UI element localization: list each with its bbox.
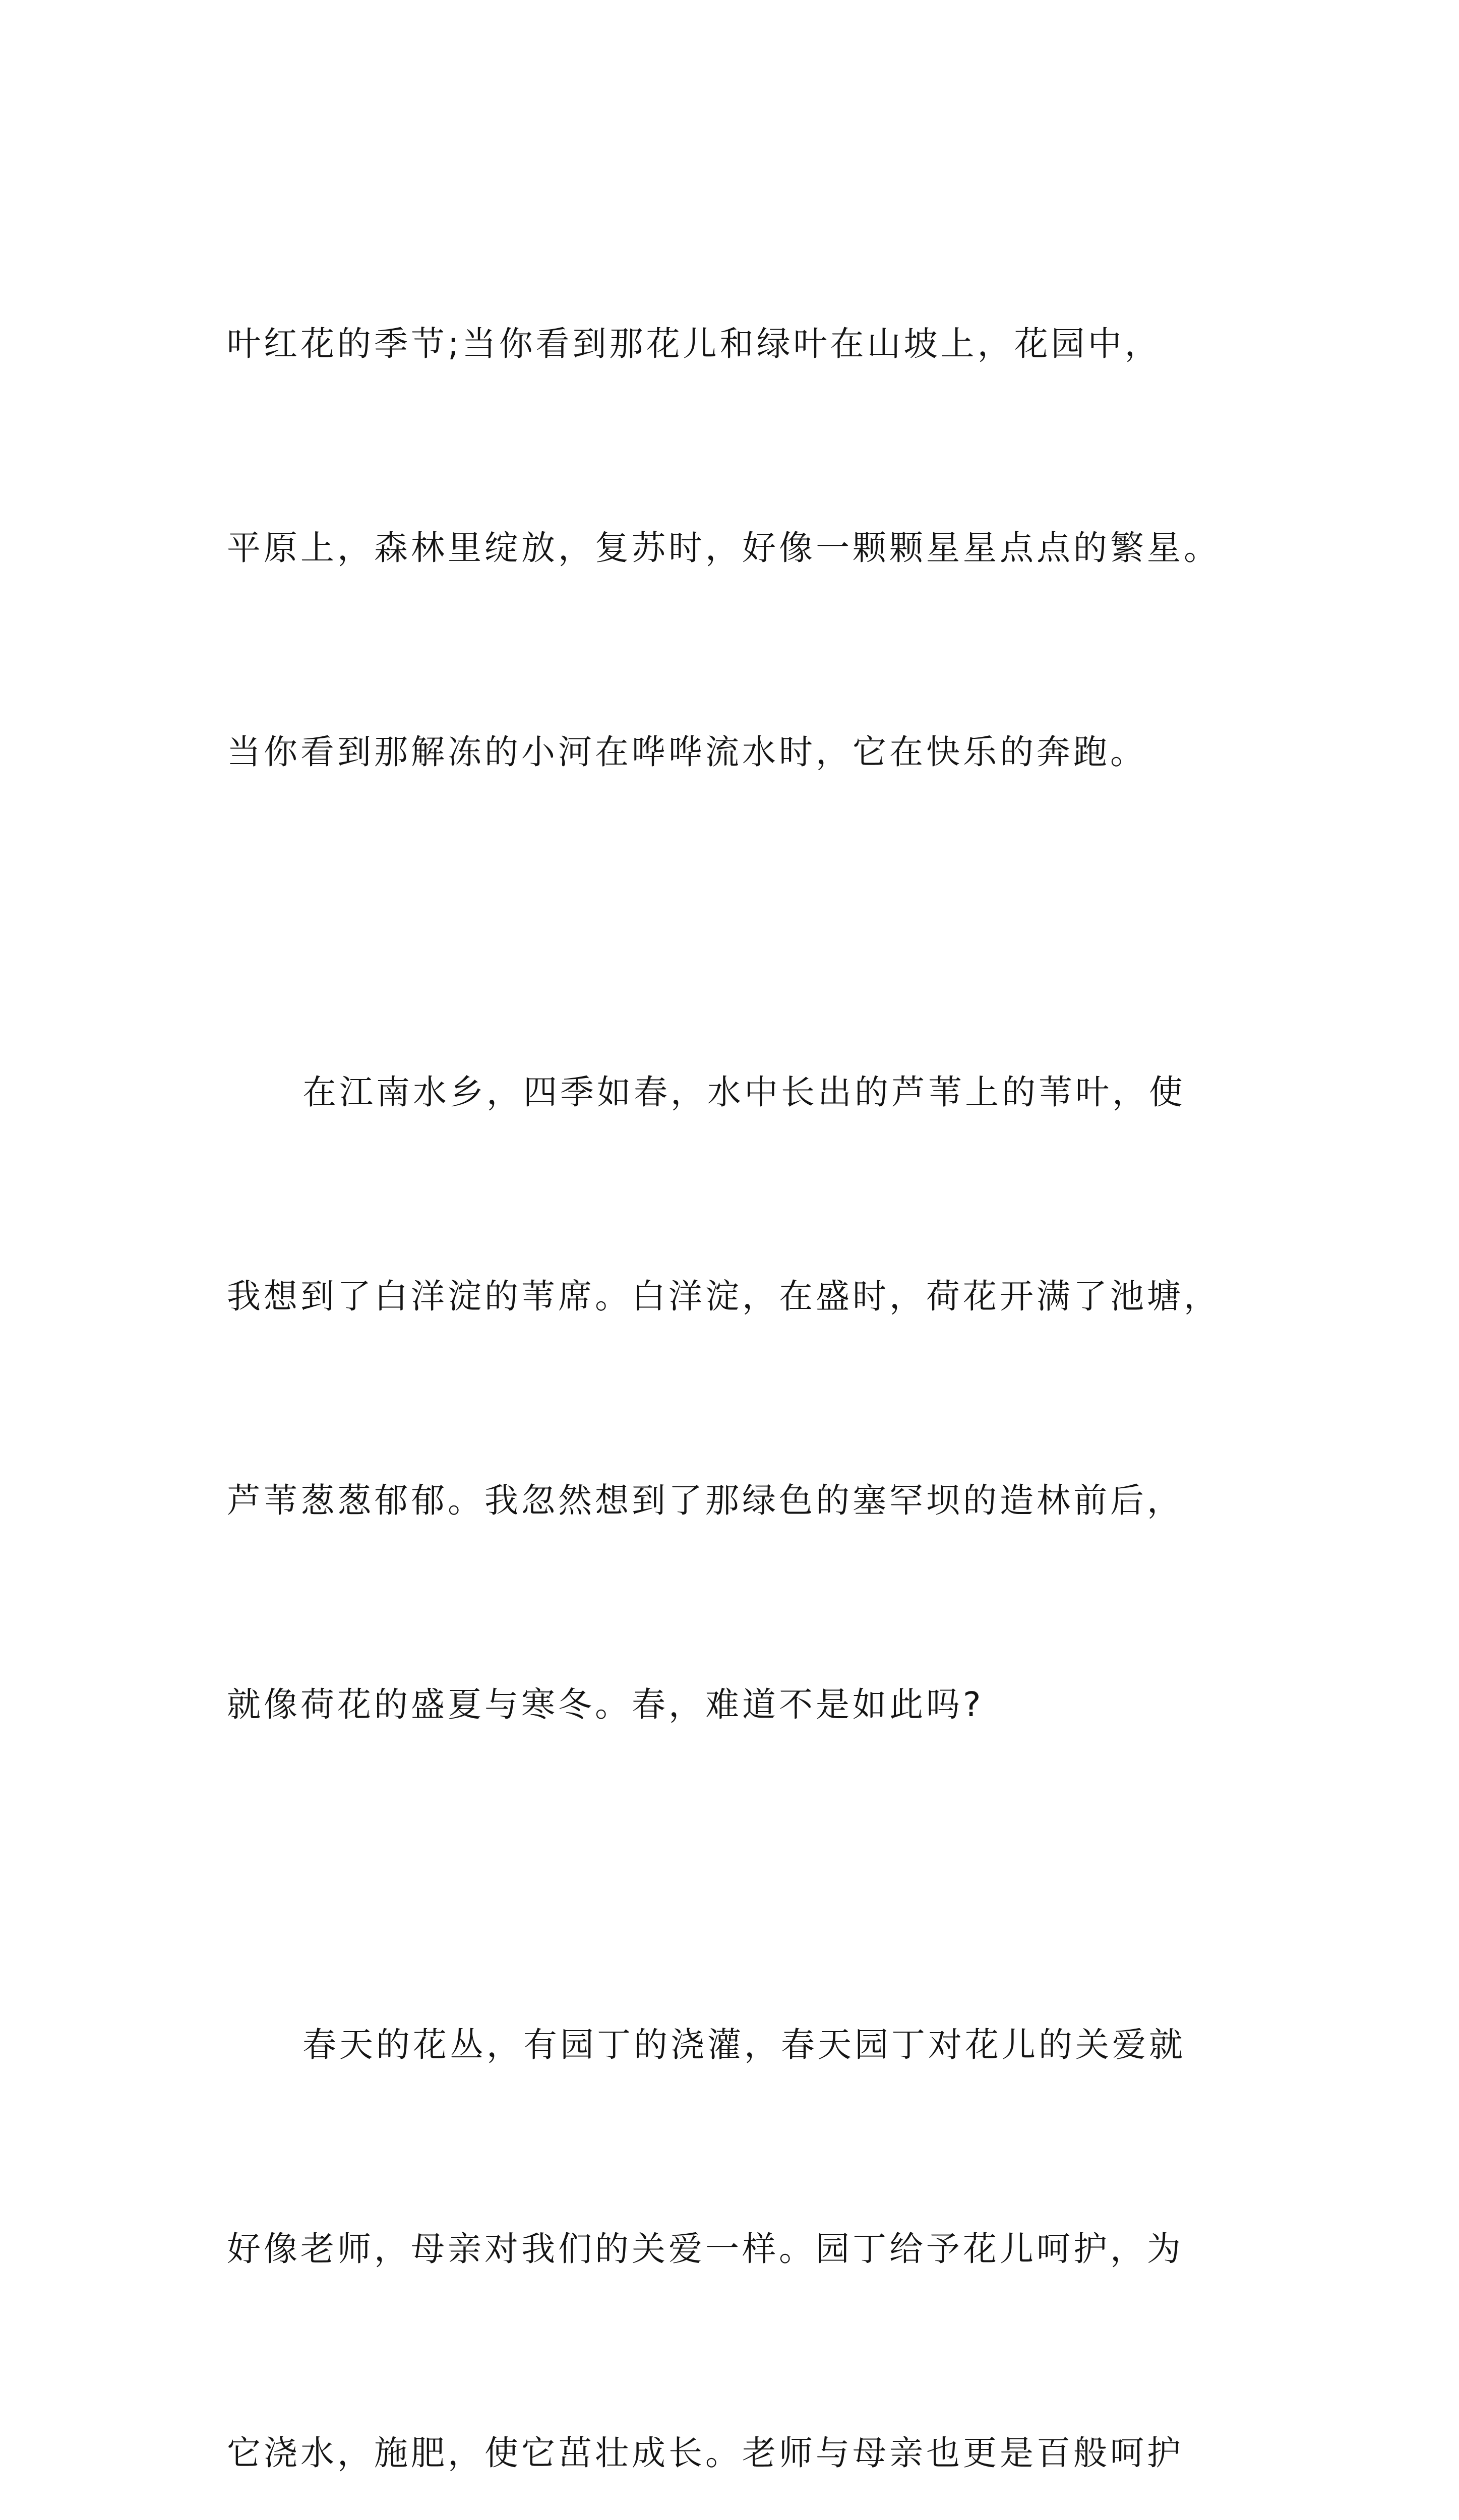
paragraph-line: 芦苇葱葱郁郁。我忽然想到了那绿色的塞罕坝的造林前后， bbox=[227, 1481, 1184, 1520]
paragraph-line: 平原上，森林里绽放，复苏时，好像一颗颗星星点点的繁星。 bbox=[227, 528, 1221, 568]
paragraph-line: 好像老师，母亲对我们的关爱一样。园丁给予花儿呵护，为 bbox=[227, 2229, 1184, 2269]
paragraph-line: 就像荷花的盛夏与寒冬。春，难道不是如此吗? bbox=[227, 1685, 984, 1724]
document-body bbox=[227, 174, 1245, 2520]
paragraph-line: 我想到了白洋淀的苇席。白洋淀，在盛时，荷花开满了池塘， bbox=[227, 1277, 1221, 1316]
paragraph-line: 春天的花丛，有园丁的浇灌，春天园丁对花儿的关爱就 bbox=[302, 2025, 1186, 2064]
paragraph-line: 叶红花的季节;当你看到那花儿和绿叶在山坡上，花园中， bbox=[227, 324, 1162, 363]
paragraph-line: 它浇水，施肥，使它茁壮成长。老师与母亲也更是百般呵护 bbox=[227, 2433, 1184, 2473]
paragraph-3 bbox=[227, 1875, 1245, 2520]
paragraph-line: 当你看到那解冻的小河在哗哗流水时，它在快乐的奔跑。 bbox=[227, 732, 1147, 772]
paragraph-2 bbox=[227, 922, 1245, 1875]
paragraph-1 bbox=[227, 174, 1245, 922]
paragraph-line: 在江南水乡，四季如春，水中长出的芦苇上的苇叶，使 bbox=[302, 1073, 1186, 1112]
